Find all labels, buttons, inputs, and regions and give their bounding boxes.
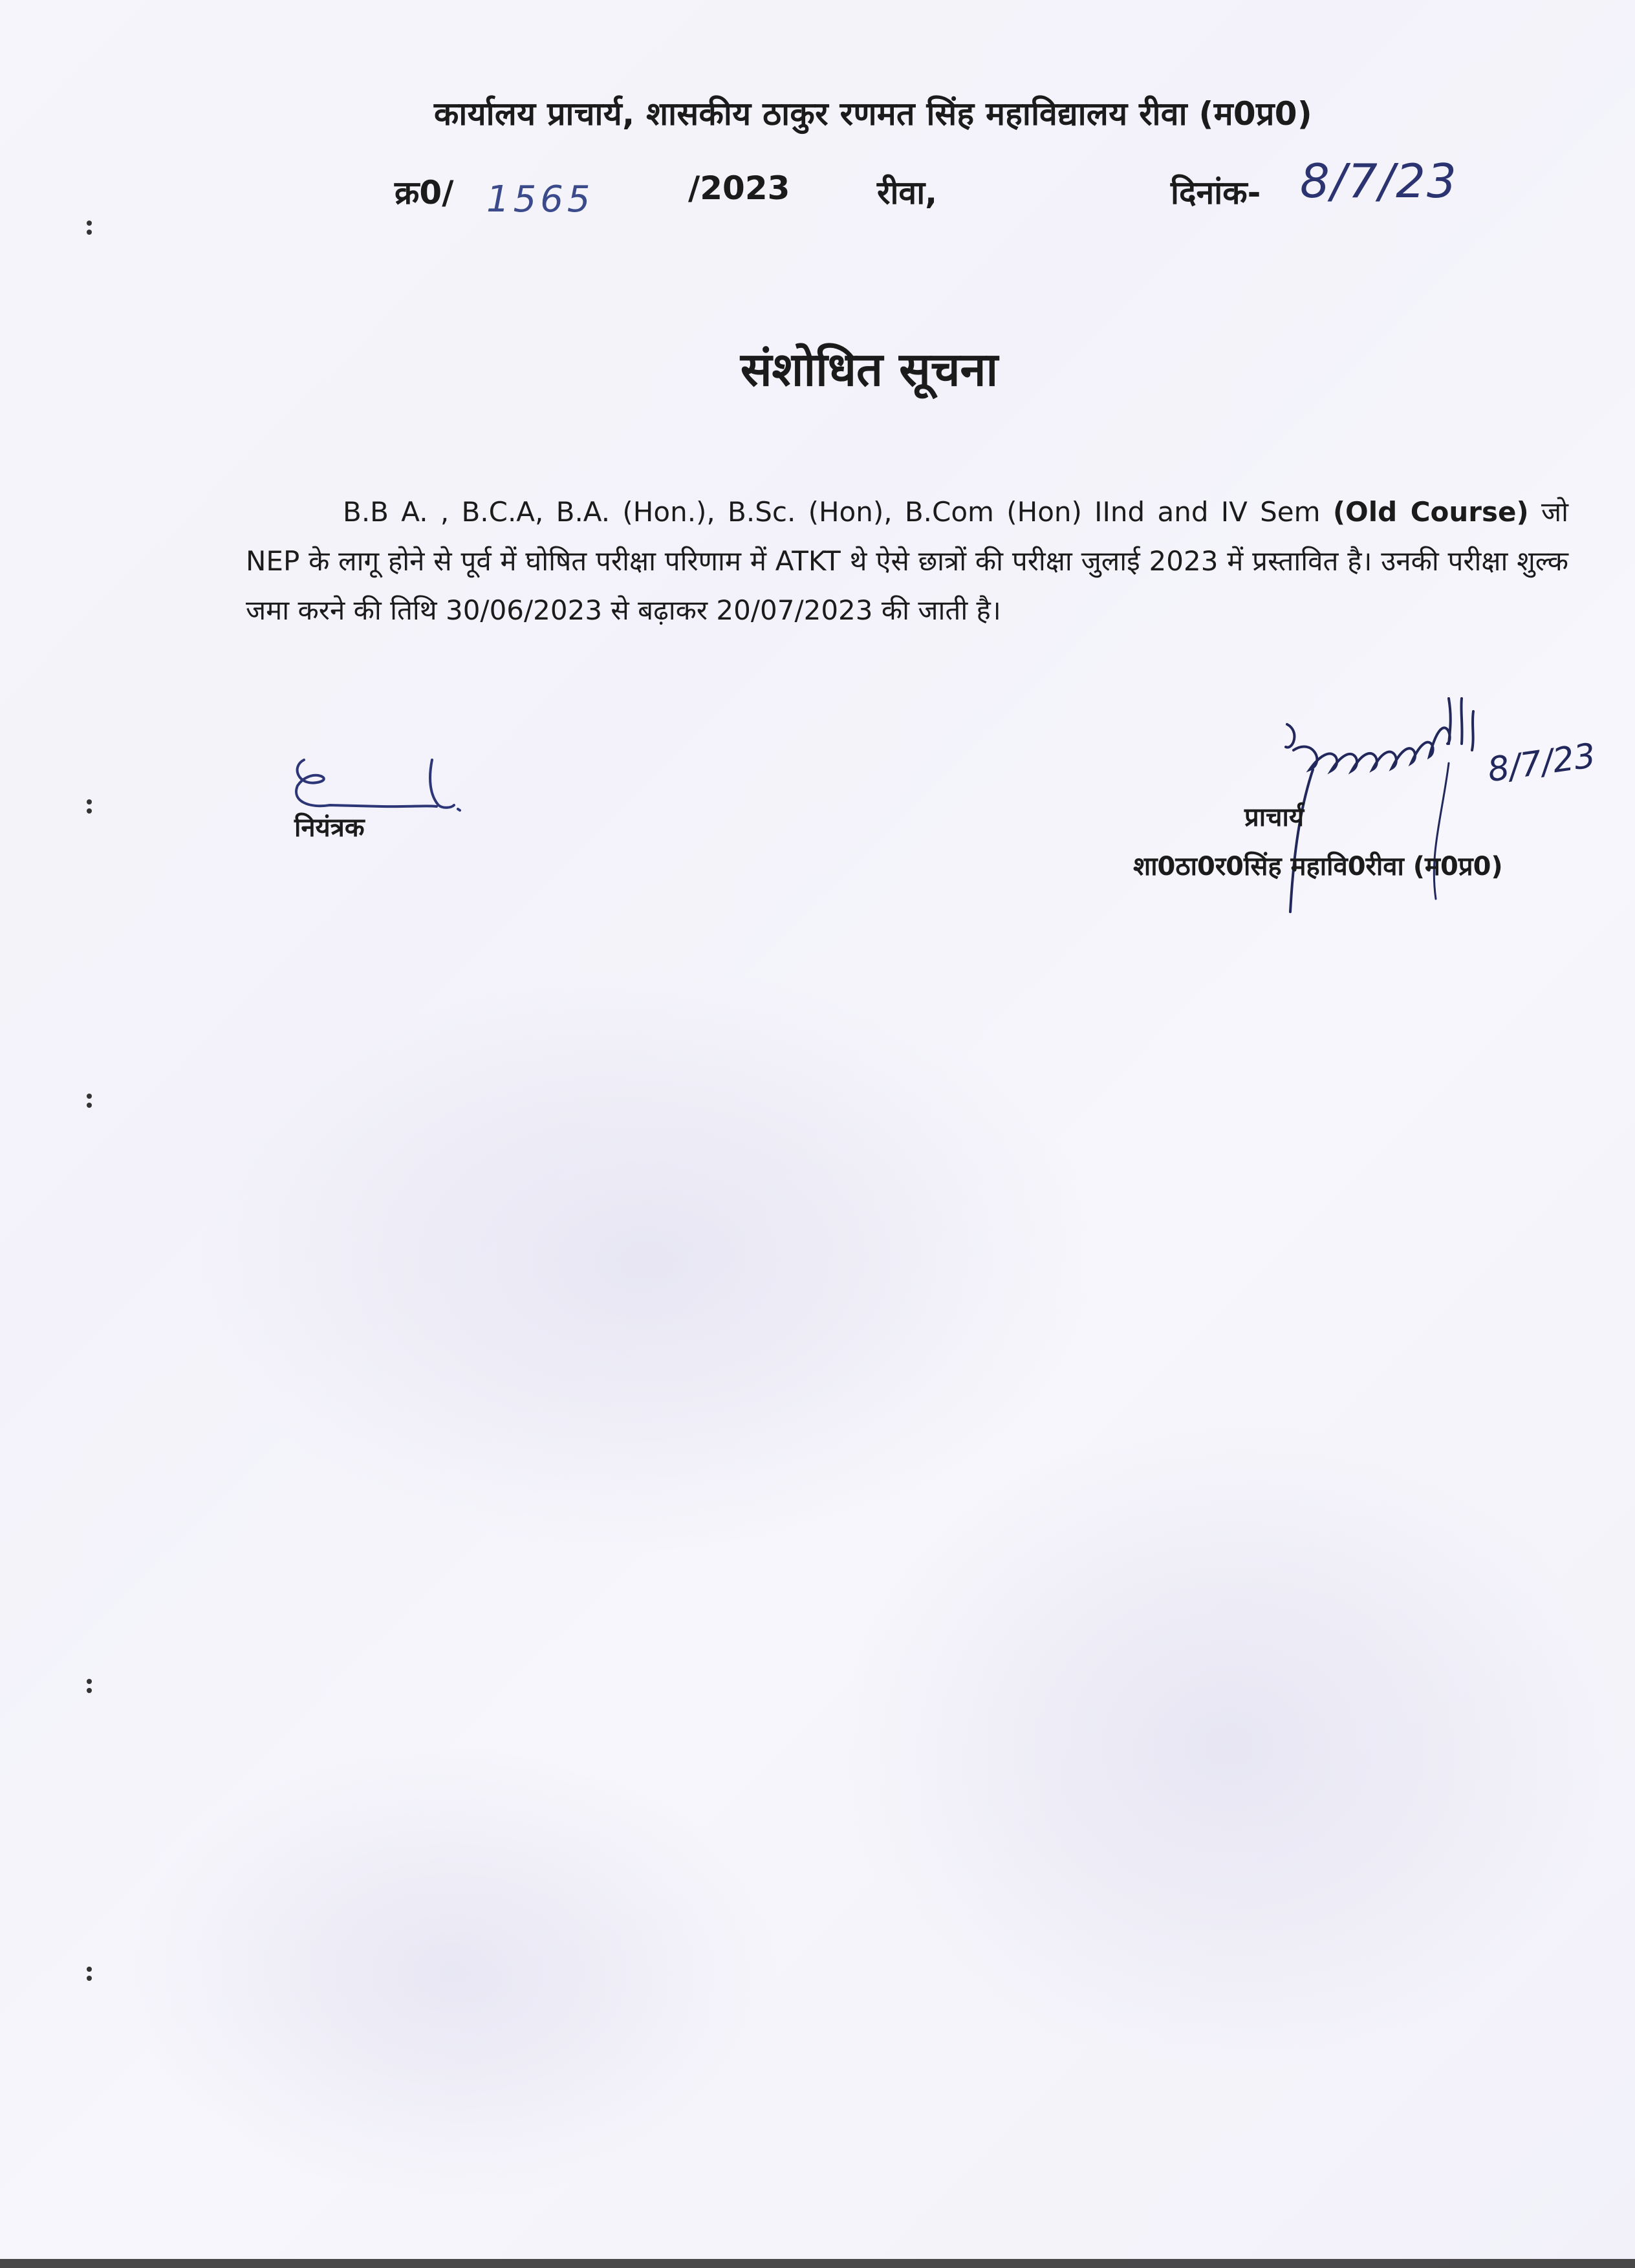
principal-office: शा0ठा0र0सिंह महावि0रीवा (म0प्र0) bbox=[1133, 852, 1503, 881]
paper-crease bbox=[194, 970, 1099, 1552]
notice-paragraph bbox=[246, 488, 1568, 635]
place-label: रीवा, bbox=[877, 174, 938, 211]
notice-details: जो NEP के लागू होने से पूर्व में घोषित परीक्षा परिणाम में ATKT थे ऐसे छात्रों की परीक्षा जुलाई 2023 में प्रस्तावित है। उनकी परीक्षा शुल्क जमा करने की तिथि 30/06/2023 से बढ़ाकर 20/07/2023 की जाती है। bbox=[246, 496, 1568, 626]
paper-crease bbox=[129, 1746, 776, 2199]
course-list: B.B A. , B.C.A, B.A. (Hon.), B.Sc. (Hon), B.Com (Hon) IInd and IV Sem bbox=[343, 496, 1333, 528]
paper-crease bbox=[841, 1423, 1617, 2069]
notice-body bbox=[246, 488, 1568, 635]
principal-signature bbox=[1255, 660, 1591, 931]
reference-number: 1565 bbox=[486, 178, 594, 221]
punch-mark bbox=[87, 1090, 93, 1112]
office-heading: कार्यालय प्राचार्य, शासकीय ठाकुर रणमत सिंह महाविद्यालय रीवा (म0प्र0) bbox=[434, 95, 1312, 133]
controller-label: नियंत्रक bbox=[294, 813, 365, 843]
reference-prefix: क्र0/ bbox=[395, 174, 454, 211]
punch-mark bbox=[87, 1675, 93, 1697]
old-course-label: (Old Course) bbox=[1332, 496, 1529, 528]
principal-signature-date: 8/7/23 bbox=[1485, 736, 1598, 790]
punch-mark bbox=[87, 1963, 93, 1985]
principal-title: प्राचार्य bbox=[1244, 803, 1305, 832]
punch-mark bbox=[87, 795, 93, 817]
punch-mark bbox=[87, 217, 93, 239]
handwritten-date: 8/7/23 bbox=[1300, 154, 1458, 208]
notice-title: संशोधित सूचना bbox=[740, 342, 999, 396]
reference-year: /2023 bbox=[688, 169, 790, 207]
date-label: दिनांक- bbox=[1171, 174, 1261, 211]
